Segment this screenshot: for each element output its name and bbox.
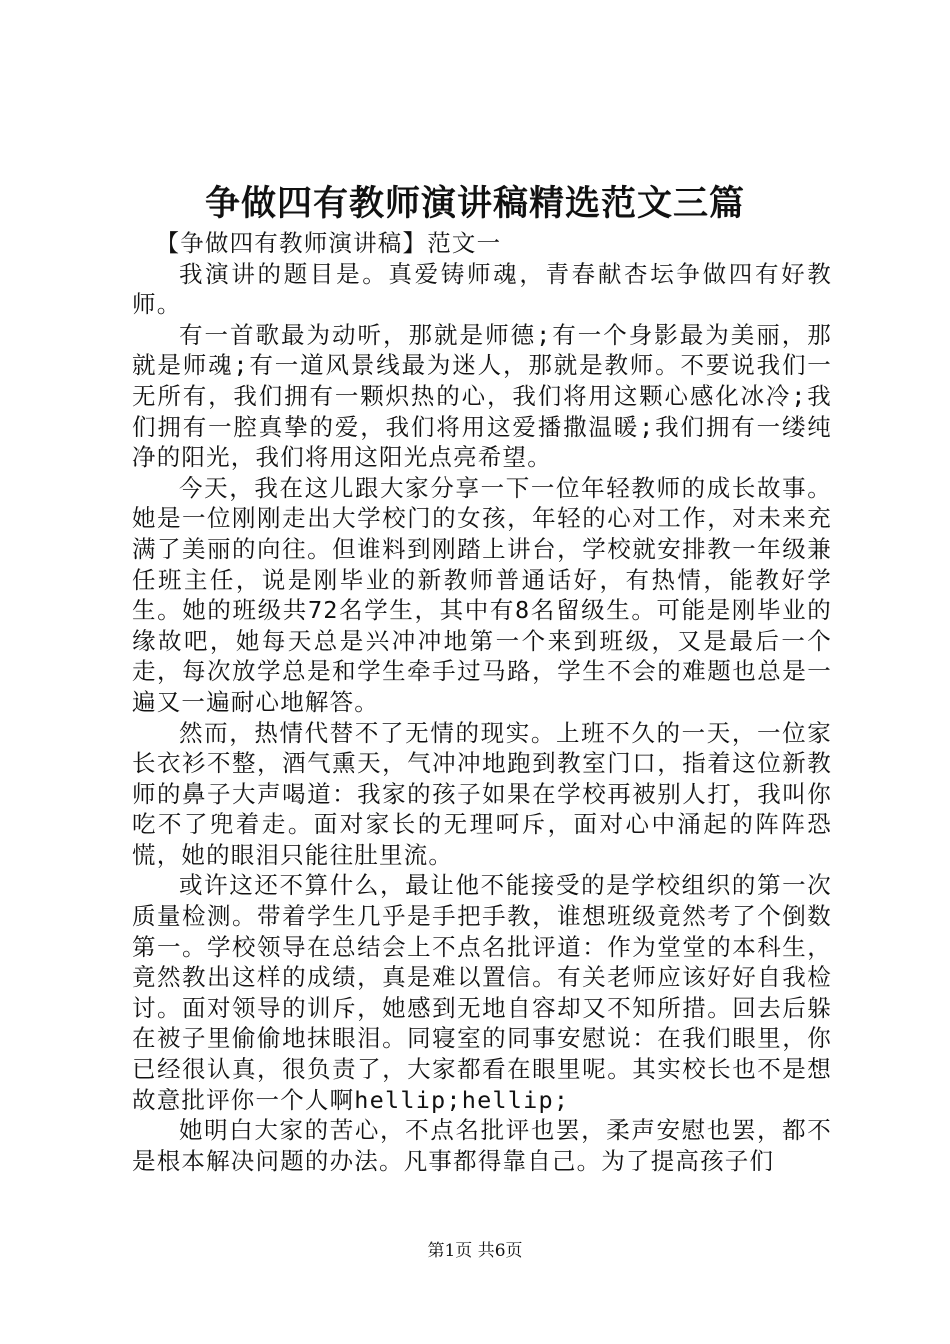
paragraph: 或许这还不算什么，最让他不能接受的是学校组织的第一次质量检测。带着学生几乎是手把手教，谁想班级竟然考了个倒数第一。学校领导在总结会上不点名批评道：作为堂堂的本科生，竟然教出这样的成绩，真是难以置信。有关老师应该好好自我检讨。面对领导的训斥，她感到无地自容却又不知所措。回去后躲在被子里偷偷地抹眼泪。同寝室的同事安慰说：在我们眼里，你已经很认真，很负责了，大家都看在眼里呢。其实校长也不是想故意批评你一个人啊hellip;hellip; — [132, 871, 832, 1114]
paragraph: 今天，我在这儿跟大家分享一下一位年轻教师的成长故事。她是一位刚刚走出大学校门的女孩，年轻的心对工作，对未来充满了美丽的向往。但谁料到刚踏上讲台，学校就安排教一年级兼任班主任，说是刚毕业的新教师普通话好，有热情，能教好学生。她的班级共72名学生，其中有8名留级生。可能是刚毕业的缘故吧，她每天总是兴冲冲地第一个来到班级，又是最后一个走，每次放学总是和学生牵手过马路，学生不会的难题也总是一遍又一遍耐心地解答。 — [132, 473, 832, 716]
paragraph: 她明白大家的苦心，不点名批评也罢，柔声安慰也罢，都不是根本解决问题的办法。凡事都得靠自己。为了提高孩子们 — [132, 1116, 832, 1175]
paragraph: 有一首歌最为动听，那就是师德;有一个身影最为美丽，那就是师魂;有一道风景线最为迷人，那就是教师。不要说我们一无所有，我们拥有一颗炽热的心，我们将用这颗心感化冰冷;我们拥有一腔真挚的爱，我们将用这爱播撒温暖;我们拥有一缕纯净的阳光，我们将用这阳光点亮希望。 — [132, 320, 832, 472]
section-heading: 【争做四有教师演讲稿】范文一 — [155, 229, 502, 257]
document-title: 争做四有教师演讲稿精选范文三篇 — [204, 183, 745, 224]
paragraph: 然而，热情代替不了无情的现实。上班不久的一天，一位家长衣衫不整，酒气熏天，气冲冲地跑到教室门口，指着这位新教师的鼻子大声喝道：我家的孩子如果在学校再被别人打，我叫你吃不了兜着走。面对家长的无理呵斥，面对心中涌起的阵阵恐慌，她的眼泪只能往肚里流。 — [132, 718, 832, 869]
document-body — [132, 228, 832, 1176]
paragraph: 我演讲的题目是。真爱铸师魂，青春献杏坛争做四有好教师。 — [132, 259, 832, 319]
page-number-footer: 第1页 共6页 — [427, 1241, 523, 1261]
